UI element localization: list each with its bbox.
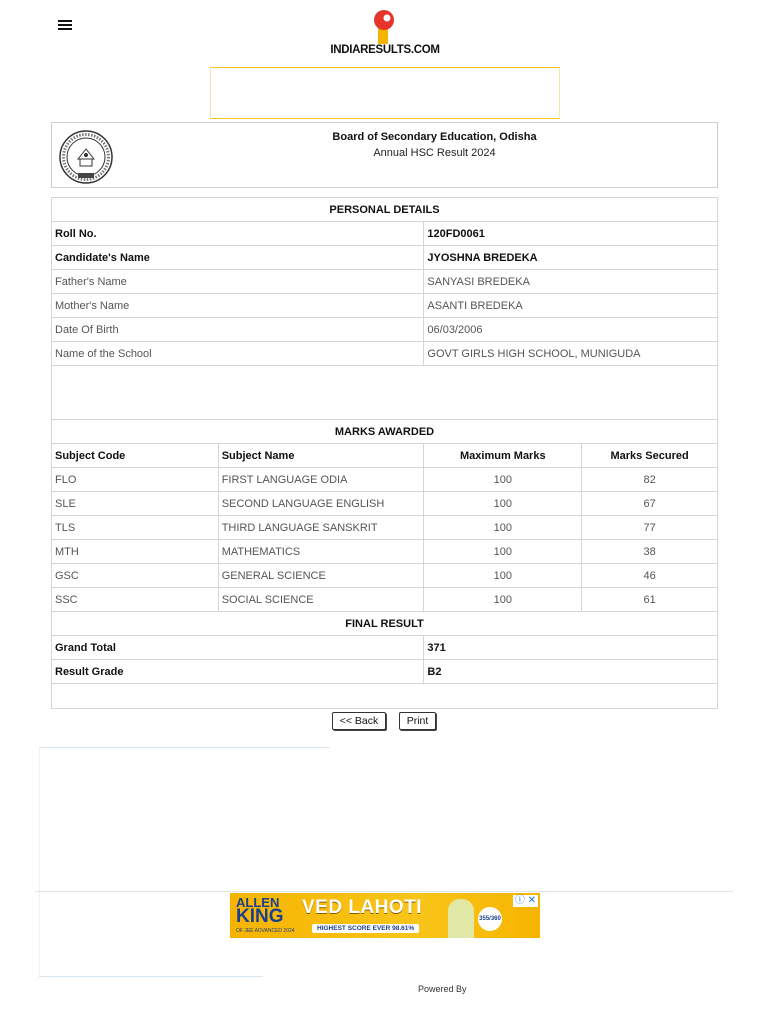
final-result-heading-row: [52, 612, 718, 636]
table-row: [52, 342, 718, 366]
site-logo[interactable]: [330, 6, 440, 62]
table-row: [52, 564, 718, 588]
personal-details-heading-row: [52, 198, 718, 222]
logo-mark-icon: [365, 6, 405, 46]
roll-no-label: Roll No.: [52, 222, 424, 246]
subject-code: SSC: [52, 588, 219, 612]
result-grade-label: Result Grade: [52, 660, 424, 684]
table-row: [52, 294, 718, 318]
ad-brand: ALLEN: [236, 895, 280, 910]
school-label: Name of the School: [52, 342, 424, 366]
subject-name: THIRD LANGUAGE SANSKRIT: [218, 516, 424, 540]
marks-secured: 38: [582, 540, 718, 564]
ad-title: KING: [236, 906, 284, 927]
col-maximum-marks: Maximum Marks: [424, 444, 582, 468]
candidate-name-value: JYOSHNA BREDEKA: [424, 246, 718, 270]
result-table: [51, 197, 718, 709]
hamburger-menu-icon[interactable]: [58, 18, 72, 32]
marks-awarded-heading: MARKS AWARDED: [52, 420, 718, 444]
dob-label: Date Of Birth: [52, 318, 424, 342]
subject-code: FLO: [52, 468, 219, 492]
table-row: [52, 516, 718, 540]
spacer-cell: [52, 684, 718, 709]
board-header: [51, 122, 718, 188]
marks-secured: 77: [582, 516, 718, 540]
print-button[interactable]: Print: [399, 712, 437, 730]
mother-name-value: ASANTI BREDEKA: [424, 294, 718, 318]
action-buttons: [0, 711, 768, 730]
subject-code: MTH: [52, 540, 219, 564]
maximum-marks: 100: [424, 492, 582, 516]
logo-text: INDIARESULTS.COM: [330, 44, 440, 56]
maximum-marks: 100: [424, 588, 582, 612]
marks-secured: 82: [582, 468, 718, 492]
top-ad-slot[interactable]: [210, 67, 560, 119]
table-row: [52, 492, 718, 516]
ad-title-sub: OF JEE ADVANCED 2024: [236, 928, 295, 934]
exam-title: Annual HSC Result 2024: [373, 147, 496, 159]
board-name: Board of Secondary Education, Odisha: [332, 131, 537, 143]
table-row: [52, 270, 718, 294]
marks-secured: 67: [582, 492, 718, 516]
grand-total-value: 371: [424, 636, 718, 660]
spacer-row: [52, 366, 718, 420]
side-ad-slot[interactable]: [39, 747, 330, 977]
maximum-marks: 100: [424, 540, 582, 564]
spacer-row: [52, 684, 718, 709]
subject-name: SECOND LANGUAGE ENGLISH: [218, 492, 424, 516]
subject-name: MATHEMATICS: [218, 540, 424, 564]
grand-total-label: Grand Total: [52, 636, 424, 660]
ad-person-name: VED LAHOTI: [302, 897, 423, 918]
table-row: [52, 540, 718, 564]
side-ad-bottom-border: [39, 976, 263, 977]
mother-name-label: Mother's Name: [52, 294, 424, 318]
marks-secured: 61: [582, 588, 718, 612]
footer-divider: [35, 891, 733, 892]
back-button[interactable]: << Back: [332, 712, 387, 730]
table-row: [52, 468, 718, 492]
school-value: GOVT GIRLS HIGH SCHOOL, MUNIGUDA: [424, 342, 718, 366]
candidate-name-label: Candidate's Name: [52, 246, 424, 270]
result-grade-value: B2: [424, 660, 718, 684]
table-row: [52, 660, 718, 684]
dob-value: 06/03/2006: [424, 318, 718, 342]
father-name-label: Father's Name: [52, 270, 424, 294]
ad-score: HIGHEST SCORE EVER 98.61%: [312, 924, 419, 933]
powered-by-text: Powered By: [418, 984, 467, 994]
subject-name: GENERAL SCIENCE: [218, 564, 424, 588]
father-name-value: SANYASI BREDEKA: [424, 270, 718, 294]
marks-heading-row: [52, 420, 718, 444]
ad-badge: 355/360: [478, 907, 502, 931]
subject-name: SOCIAL SCIENCE: [218, 588, 424, 612]
col-subject-code: Subject Code: [52, 444, 219, 468]
table-row: [52, 222, 718, 246]
col-subject-name: Subject Name: [218, 444, 424, 468]
ad-person-image: [448, 899, 474, 938]
personal-details-heading: PERSONAL DETAILS: [52, 198, 718, 222]
final-result-heading: FINAL RESULT: [52, 612, 718, 636]
table-row: [52, 318, 718, 342]
ad-banner[interactable]: [230, 893, 540, 938]
maximum-marks: 100: [424, 468, 582, 492]
table-row: [52, 246, 718, 270]
subject-code: GSC: [52, 564, 219, 588]
subject-name: FIRST LANGUAGE ODIA: [218, 468, 424, 492]
ad-close-icon[interactable]: ⓘ ✕: [514, 895, 536, 906]
roll-no-value: 120FD0061: [424, 222, 718, 246]
table-row: [52, 588, 718, 612]
subject-code: TLS: [52, 516, 219, 540]
maximum-marks: 100: [424, 564, 582, 588]
subject-code: SLE: [52, 492, 219, 516]
col-marks-secured: Marks Secured: [582, 444, 718, 468]
maximum-marks: 100: [424, 516, 582, 540]
table-row: [52, 636, 718, 660]
spacer-cell: [52, 366, 718, 420]
marks-column-header-row: [52, 444, 718, 468]
marks-secured: 46: [582, 564, 718, 588]
